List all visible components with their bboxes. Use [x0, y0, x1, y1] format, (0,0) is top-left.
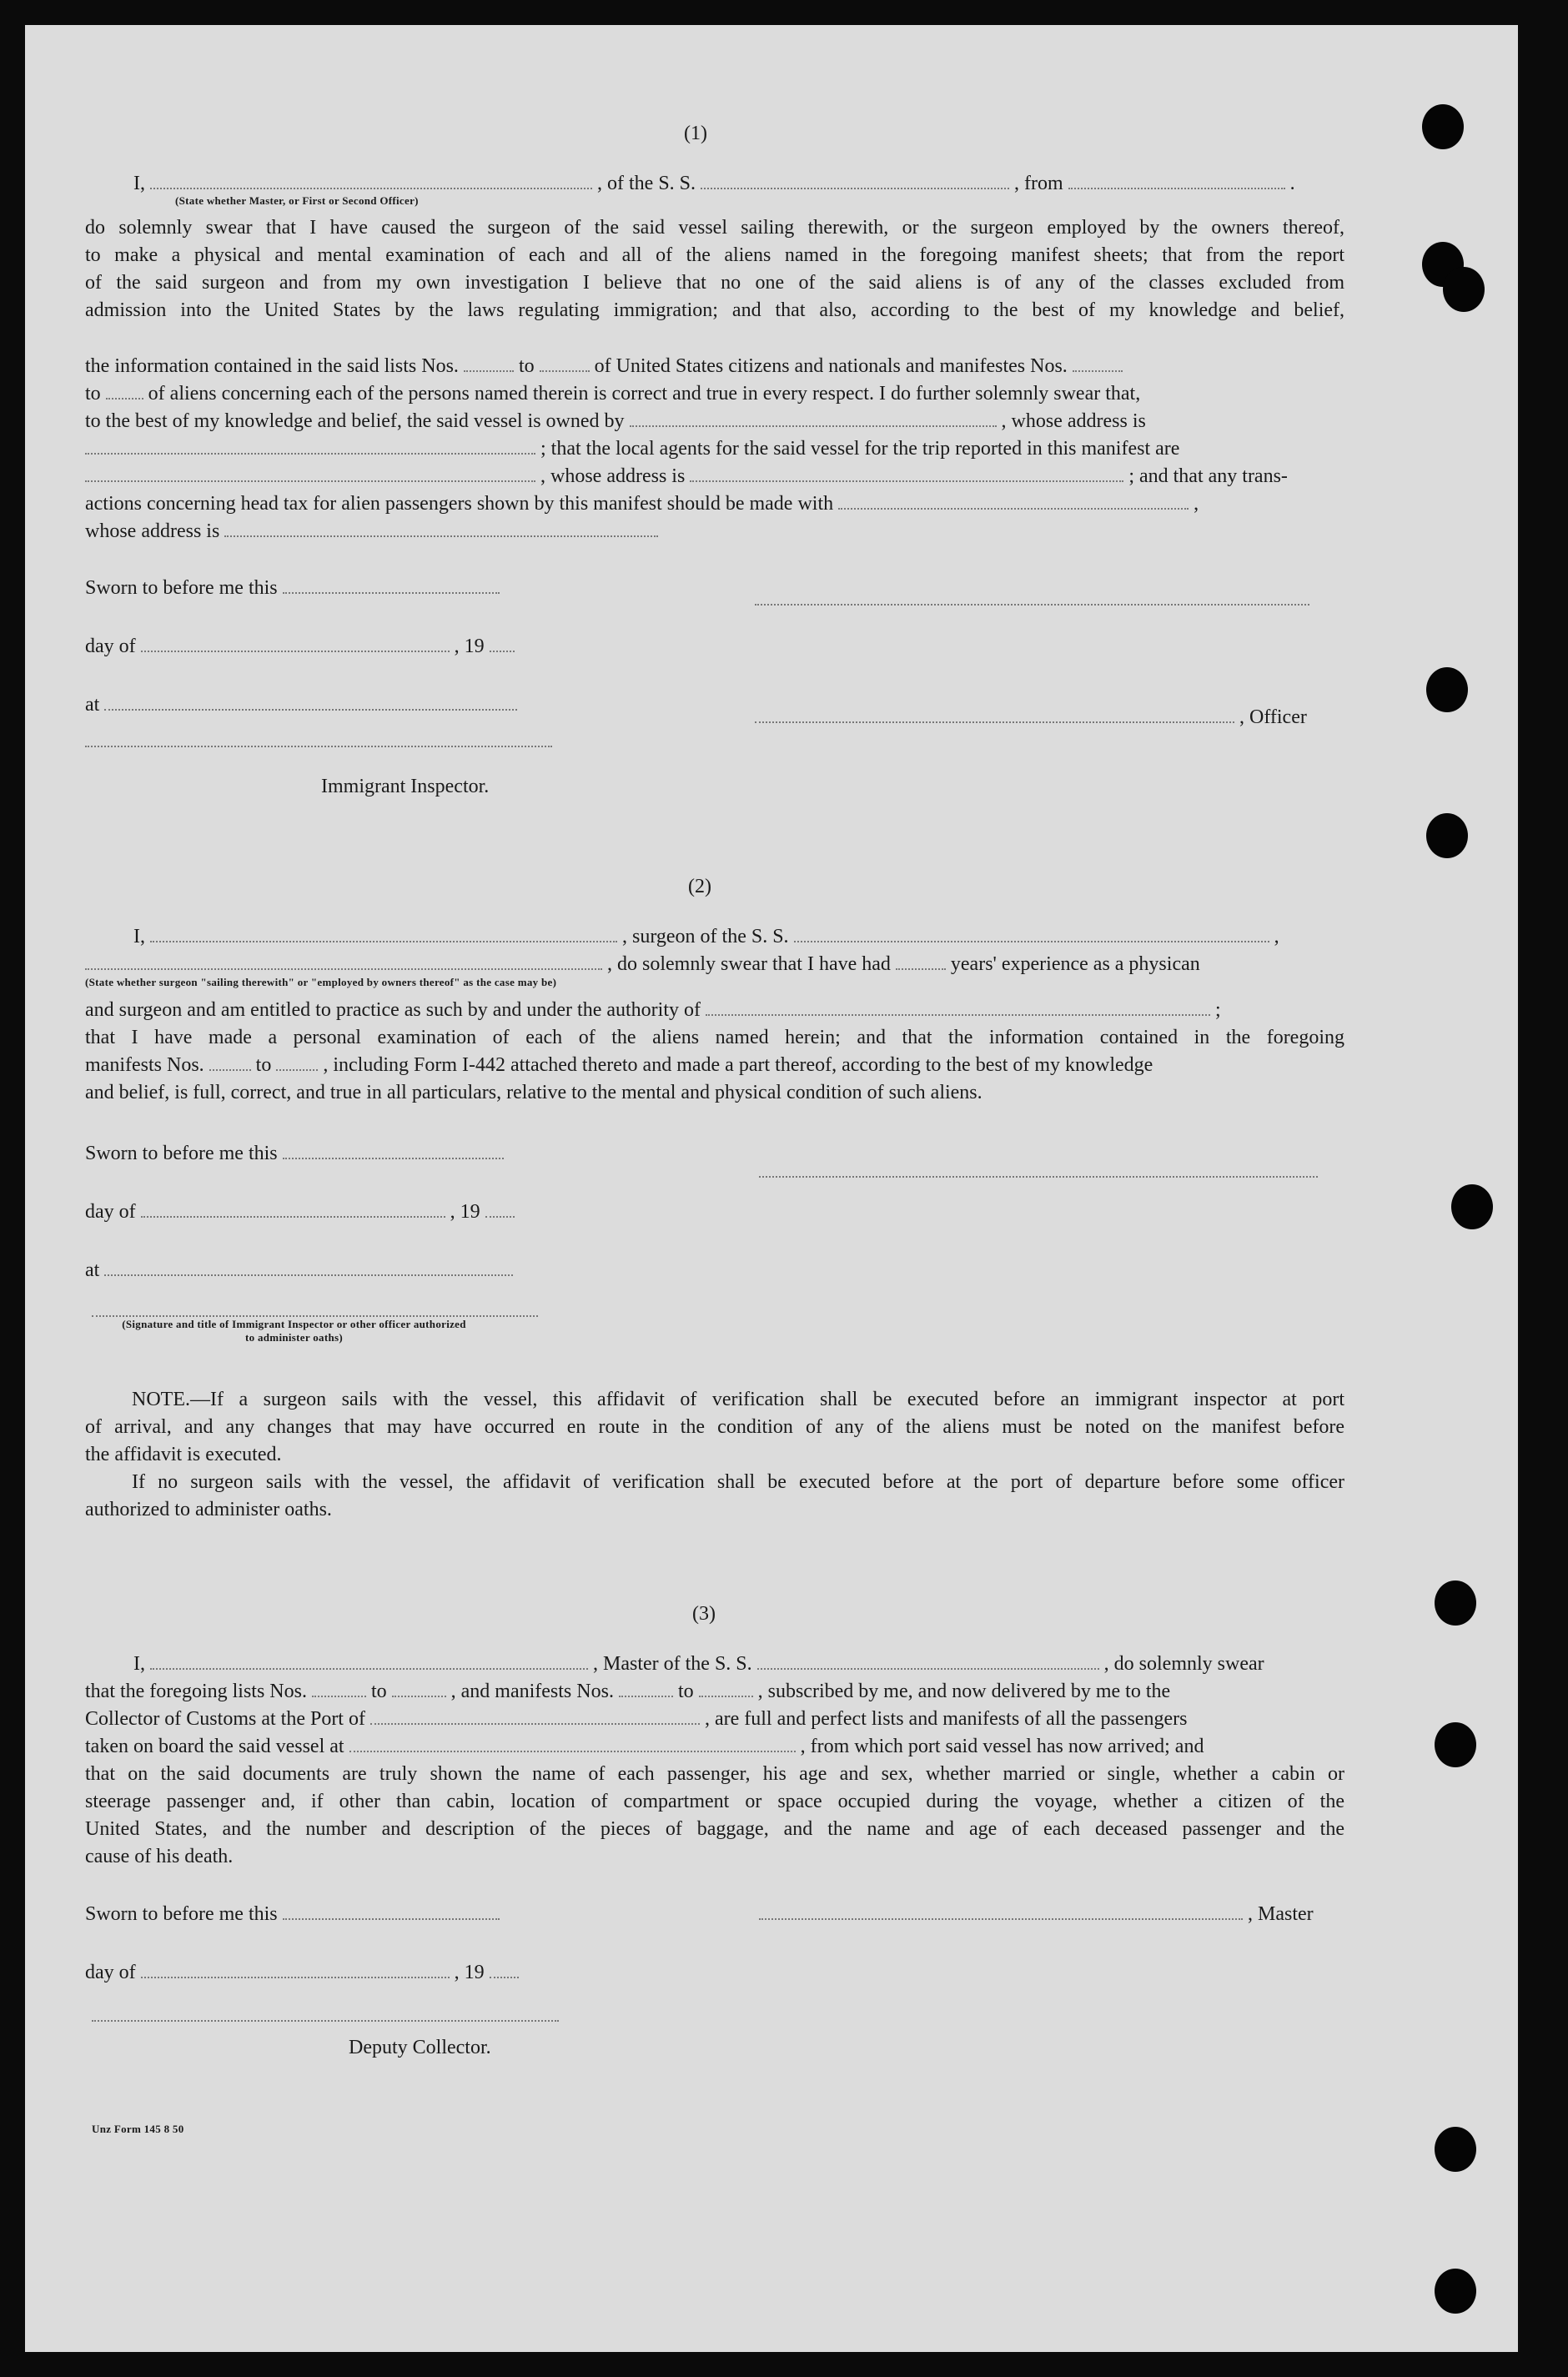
label: of United States citizens and nationals and manifestes Nos. [594, 355, 1068, 377]
label: to [85, 383, 101, 405]
body-line: that I have made a personal examination of each of the aliens named herein; and that the information contained in the foregoing [85, 1027, 1344, 1048]
label: , subscribed by me, and now delivered by me to the [757, 1681, 1171, 1702]
list-from-blank[interactable] [312, 1681, 366, 1697]
label: at [85, 1259, 100, 1281]
master-line [133, 1651, 1344, 1676]
day-blank[interactable] [141, 1201, 445, 1218]
body-line: to make a physical and mental examination of each and all of the aliens named in the foregoing manifest sheets; that from the report [85, 244, 1344, 266]
label: , including Form I-442 attached thereto and made a part thereof, according to the best of my knowledge [323, 1054, 1153, 1076]
vessel-blank[interactable] [701, 173, 1009, 189]
day-line [85, 1199, 515, 1224]
manifest-from-blank[interactable] [209, 1054, 251, 1071]
label: the information contained in the said lists Nos. [85, 355, 459, 377]
label: to [677, 1681, 694, 1702]
label: I, [133, 1653, 145, 1675]
body-line: United States, and the number and description of the pieces of baggage, and the name and age of each deceased passenger and the [85, 1818, 1344, 1840]
day-line [85, 1960, 519, 1985]
label: . [1289, 173, 1295, 194]
aliens-line [85, 381, 1344, 406]
label: , Master [1248, 1903, 1314, 1925]
label: , are full and perfect lists and manifests of all the passengers [704, 1708, 1188, 1730]
label: , from [1014, 173, 1063, 194]
manifest-to-blank[interactable] [699, 1681, 753, 1697]
signature-title-note: (Signature and title of Immigrant Inspector or other officer authorized to administer oaths) [122, 1318, 466, 1344]
vessel-blank[interactable] [794, 926, 1269, 942]
master-signature-line [759, 1902, 1314, 1927]
agents-line [85, 436, 1344, 461]
whose-address-line [85, 519, 658, 544]
agents-address-line [85, 464, 1353, 489]
year-blank[interactable] [490, 636, 515, 652]
authority-line [85, 998, 1353, 1023]
manifest-to-blank[interactable] [106, 383, 143, 400]
authority-blank[interactable] [706, 999, 1210, 1016]
owned-by-line [85, 409, 1344, 434]
experience-line [85, 952, 1344, 977]
label: day of [85, 1962, 136, 1983]
master-signature-blank[interactable] [759, 1903, 1243, 1920]
punch-hole [1435, 1580, 1476, 1626]
label: , whose address is [540, 465, 686, 487]
label: I, [133, 926, 145, 947]
sworn-line [85, 575, 500, 601]
sworn-line [85, 1141, 504, 1166]
surgeon-name-blank[interactable] [150, 926, 617, 942]
surgeon-type-blank[interactable] [85, 953, 602, 970]
inspector-title: Immigrant Inspector. [321, 776, 490, 797]
lists-line [85, 1679, 1353, 1704]
manifest-from-blank[interactable] [619, 1681, 673, 1697]
list-from-blank[interactable] [464, 355, 514, 372]
label: , Officer [1239, 706, 1307, 728]
lists-line [85, 354, 1344, 379]
label: , 19 [454, 636, 485, 657]
label: , surgeon of the S. S. [622, 926, 789, 947]
inspector-signature-blank[interactable] [92, 1314, 538, 1317]
label: , and manifests Nos. [450, 1681, 614, 1702]
punch-hole [1435, 2127, 1476, 2172]
label: ; that the local agents for the said vessel for the trip reported in this manifest are [540, 438, 1180, 460]
owner-blank[interactable] [630, 410, 997, 427]
label: I, [133, 173, 145, 194]
day-line [85, 634, 515, 659]
taken-on-board-line [85, 1734, 1353, 1759]
signature-blank[interactable] [755, 602, 1309, 606]
surgeon-signature-blank[interactable] [759, 1174, 1318, 1178]
note-line: the affidavit is executed. [85, 1444, 282, 1465]
body-line: and belief, is full, correct, and true in all particulars, relative to the mental and physical condition of such aliens. [85, 1082, 983, 1103]
note-line: authorized to administer oaths. [85, 1499, 332, 1520]
year-blank[interactable] [490, 1962, 519, 1978]
label: years' experience as a physican [950, 953, 1200, 975]
body-line: admission into the United States by the laws regulating immigration; and that also, according to the best of my knowledge and belief, [85, 299, 1344, 321]
section-1-number: (1) [684, 123, 707, 144]
surgeon-line [133, 924, 1343, 949]
collector-signature-blank[interactable] [92, 2018, 559, 2022]
punch-hole [1426, 813, 1468, 858]
label: to [255, 1054, 272, 1076]
punch-hole [1435, 2269, 1476, 2314]
label: whose address is [85, 520, 220, 542]
note-line: of arrival, and any changes that may have occurred en route in the condition of any of the aliens must be noted on the manifest before [85, 1416, 1344, 1438]
punch-hole [1443, 267, 1485, 312]
departure-port-blank[interactable] [349, 1736, 796, 1752]
label: , do solemnly swear that I have had [607, 953, 891, 975]
officer-rank-note: (State whether Master, or First or Second Officer) [175, 194, 419, 207]
punch-hole [1422, 104, 1464, 149]
place-blank[interactable] [104, 694, 517, 711]
owner-address-blank[interactable] [85, 438, 535, 455]
note-line: NOTE.—If a surgeon sails with the vessel, this affidavit of verification shall be executed before an immigrant inspector at port [132, 1389, 1344, 1410]
label: ; [1215, 999, 1221, 1021]
label: day of [85, 636, 136, 657]
manifest-to-blank[interactable] [276, 1054, 318, 1071]
label: of aliens concerning each of the persons named therein is correct and true in every respect. I do further solemnly swear that, [148, 383, 1141, 405]
label: Collector of Customs at the Port of [85, 1708, 365, 1730]
sworn-date-blank[interactable] [283, 1903, 500, 1920]
inspector-signature-blank[interactable] [85, 744, 552, 747]
label: , [1274, 926, 1279, 947]
body-line: do solemnly swear that I have caused the surgeon of the said vessel sailing therewith, or the surgeon employed by the owners thereof, [85, 217, 1344, 239]
label: , of the S. S. [597, 173, 696, 194]
label: , from which port said vessel has now arrived; and [800, 1736, 1204, 1757]
surgeon-type-note: (State whether surgeon "sailing therewith" or "employed by owners thereof" as the case may be) [85, 976, 557, 988]
vessel-blank[interactable] [757, 1653, 1099, 1670]
label: , Master of the S. S. [593, 1653, 752, 1675]
section-3-number: (3) [692, 1603, 716, 1625]
body-line: of the said surgeon and from my own investigation I believe that no one of the said aliens is of any of the classes excluded from [85, 272, 1344, 294]
label: to the best of my knowledge and belief, the said vessel is owned by [85, 410, 625, 432]
sworn-line [85, 1902, 500, 1927]
officer-signature-blank[interactable] [755, 706, 1234, 723]
label: and surgeon and am entitled to practice as such by and under the authority of [85, 999, 701, 1021]
collector-title: Deputy Collector. [349, 2037, 491, 2058]
label: to [370, 1681, 387, 1702]
label: taken on board the said vessel at [85, 1736, 344, 1757]
master-name-blank[interactable] [150, 1653, 588, 1670]
manifest-from-blank[interactable] [1073, 355, 1123, 372]
label: Sworn to before me this [85, 1143, 278, 1164]
name-blank[interactable] [150, 173, 592, 189]
label: , 19 [450, 1201, 480, 1223]
year-blank[interactable] [485, 1201, 515, 1218]
label: to [518, 355, 535, 377]
label: day of [85, 1201, 136, 1223]
head-tax-address-blank[interactable] [224, 520, 658, 537]
at-line [85, 692, 517, 717]
label: , [1194, 493, 1199, 515]
sworn-date-blank[interactable] [283, 577, 500, 594]
customs-line [85, 1706, 1353, 1731]
label: Sworn to before me this [85, 577, 278, 599]
years-blank[interactable] [896, 953, 946, 970]
label: that the foregoing lists Nos. [85, 1681, 307, 1702]
body-line: steerage passenger and, if other than cabin, location of compartment or space occupied during the voyage, whether a citizen of the [85, 1791, 1344, 1812]
from-port-blank[interactable] [1068, 173, 1285, 189]
sworn-date-blank[interactable] [283, 1143, 504, 1159]
agents-address-blank[interactable] [690, 465, 1123, 482]
label: manifests Nos. [85, 1054, 204, 1076]
label: , whose address is [1001, 410, 1146, 432]
manifests-line [85, 1053, 1353, 1078]
officer-signature-line [755, 705, 1307, 730]
punch-hole [1426, 667, 1468, 712]
label: Sworn to before me this [85, 1903, 278, 1925]
label: , do solemnly swear [1103, 1653, 1264, 1675]
punch-hole [1435, 1722, 1476, 1767]
master-oath-line [133, 171, 1343, 196]
label: , 19 [454, 1962, 485, 1983]
place-blank[interactable] [104, 1259, 513, 1276]
head-tax-line [85, 491, 1344, 516]
section-1-body [85, 215, 1344, 321]
form-number: Unz Form 145 8 50 [92, 2123, 184, 2135]
list-to-blank[interactable] [540, 355, 590, 372]
label: at [85, 694, 100, 716]
note-line: If no surgeon sails with the vessel, the affidavit of verification shall be executed before at the port of departure before some officer [132, 1471, 1344, 1493]
head-tax-agent-blank[interactable] [838, 493, 1189, 510]
day-blank[interactable] [141, 1962, 450, 1978]
agents-blank[interactable] [85, 465, 535, 482]
punch-hole [1451, 1184, 1493, 1229]
at-line [85, 1258, 513, 1283]
body-line: that on the said documents are truly shown the name of each passenger, his age and sex, whether married or single, whether a cabin or [85, 1763, 1344, 1785]
label: actions concerning head tax for alien passengers shown by this manifest should be made with [85, 493, 834, 515]
section-2-number: (2) [688, 876, 711, 897]
body-line: cause of his death. [85, 1846, 234, 1867]
list-to-blank[interactable] [392, 1681, 446, 1697]
day-blank[interactable] [141, 636, 450, 652]
port-blank[interactable] [370, 1708, 700, 1725]
label: ; and that any trans- [1128, 465, 1288, 487]
form-page [25, 25, 1518, 2352]
